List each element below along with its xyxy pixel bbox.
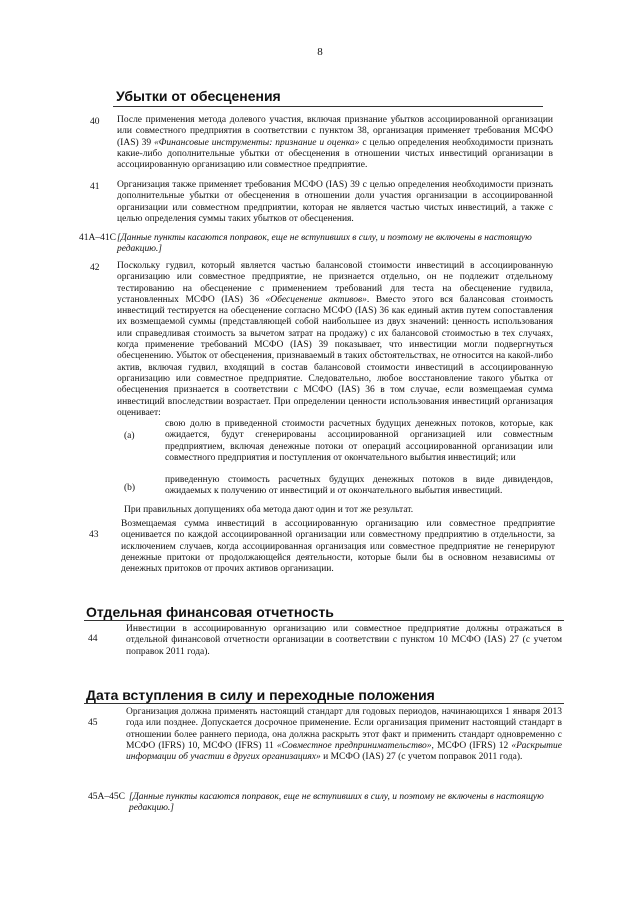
paragraph-number: 41 (90, 182, 100, 192)
paragraph-number: 40 (90, 117, 100, 127)
section-rule (84, 703, 564, 704)
editorial-note-41: [Данные пункты касаются поправок, еще не вступивших в силу, и поэтому не включены в настоящую редакцию.] (117, 233, 532, 255)
paragraph-43: Возмещаемая сумма инвестиций в ассоциированную организацию или совместное предприятие оценивается по каждой ассоциированной организации или совместному предприятию в отдельности, за исключением случаев, когда ассоциированная организация или совместное предприятие не генерируют денежные притоки от продолжающейся деятельности, которые были бы в основном независимы от денежных притоков от прочих активов организации. (121, 519, 555, 575)
paragraph-42-closing: При правильных допущениях оба метода дают один и тот же результат. (124, 505, 414, 515)
note-label: 41А–41С (79, 233, 116, 243)
section-rule (113, 106, 543, 107)
list-item-a: свою долю в приведенной стоимости расчетных будущих денежных потоков, которые, как ожидается, будут сгенерированы ассоциированной организацией или совместным предприятием, включая денежные потоки от операций ассоциированной организации или совместного предприятия и поступления от окончательного выбытия инвестиций; или (165, 419, 553, 463)
editorial-note-45: [Данные пункты касаются поправок, еще не вступивших в силу, и поэтому не включены в настоящую редакцию.] (129, 792, 544, 814)
section-heading-effective-date: Дата вступления в силу и переходные положения (86, 687, 435, 703)
paragraph-45: Организация должна применять настоящий стандарт для годовых периодов, начинающихся 1 января 2013 года или позднее. Допускается досрочное применение. Если организация применит настоящий стандарт в отношении более раннего периода, она должна раскрыть этот факт и применить стандарт одновременно с МСФО (IFRS) 10, МСФО (IFRS) 11 «Совместное предпринимательство», МСФО (IFRS) 12 «Раскрытие информации об участии в других организациях» и МСФО (IAS) 27 (с учетом поправок 2011 года). (126, 707, 562, 763)
paragraph-number: 43 (89, 530, 99, 540)
section-heading-separate-statements: Отдельная финансовая отчетность (86, 604, 334, 620)
list-item-b: приведенную стоимость расчетных будущих денежных потоков в виде дивидендов, ожидаемых к получению от инвестиций и от окончательного выбытия инвестиций. (165, 475, 553, 497)
paragraph-number: 44 (88, 634, 98, 644)
section-heading-impairment: Убытки от обесценения (116, 88, 281, 104)
note-label: 45А–45С (88, 792, 125, 802)
paragraph-42: Поскольку гудвил, который является частью балансовой стоимости инвестиций в ассоциированную организацию или совместное предприятие, не признается отдельно, он не подлежит отдельному тестированию на обесценение с применением требований для теста на обесценение гудвила, установленных МСФО (IAS) 36 «Обесценение активов». Вместо этого вся балансовая стоимость инвестиций тестируется на обесценение согласно МСФО (IAS) 36 как единый актив путем сопоставления их возмещаемой суммы (представляющей собой наибольшее из двух значений: ценность использования или справедливая стоимость за вычетом затрат на продажу) с их балансовой стоимостью в тех случаях, когда применение требований МСФО (IAS) 39 показывает, что инвестиции могли подвергнуться обесценению. Убыток от обесценения, признаваемый в таких обстоятельствах, не относится на какой-либо актив, включая гудвил, входящий в состав балансовой стоимости инвестиций в ассоциированную организацию или совместное предприятие. Следовательно, любое восстановление такого убытка от обесценения признается в соответствии с МСФО (IAS) 36 в том случае, если возмещаемая сумма инвестиций впоследствии возрастает. При определении ценности использования инвестиций организация оценивает: (117, 261, 553, 418)
list-label: (a) (124, 431, 135, 441)
paragraph-number: 42 (90, 263, 100, 273)
section-rule (84, 620, 564, 621)
list-label: (b) (124, 483, 136, 493)
paragraph-44: Инвестиции в ассоциированную организацию или совместное предприятие должны отражаться в отдельной финансовой отчетности организации в соответствии с пунктом 10 МСФО (IAS) 27 (с учетом поправок 2011 года). (126, 624, 562, 657)
page-number: 8 (317, 46, 323, 58)
paragraph-41: Организация также применяет требования МСФО (IAS) 39 с целью определения необходимости признать дополнительные убытки от обесценения в отношении доли участия организации в ассоциированной организации или совместном предприятии, которая не является частью чистых инвестиций, а также с целью определения суммы таких убытков от обесценения. (117, 180, 553, 224)
paragraph-40: После применения метода долевого участия, включая признание убытков ассоциированной организации или совместного предприятия в соответствии с пунктом 38, организация применяет требования МСФО (IAS) 39 «Финансовые инструменты: признание и оценка» с целью определения необходимости признать какие-либо дополнительные убытки от обесценения в отношении чистых инвестиций организации в ассоциированную организацию или совместное предприятие. (117, 115, 553, 171)
paragraph-number: 45 (88, 718, 98, 728)
